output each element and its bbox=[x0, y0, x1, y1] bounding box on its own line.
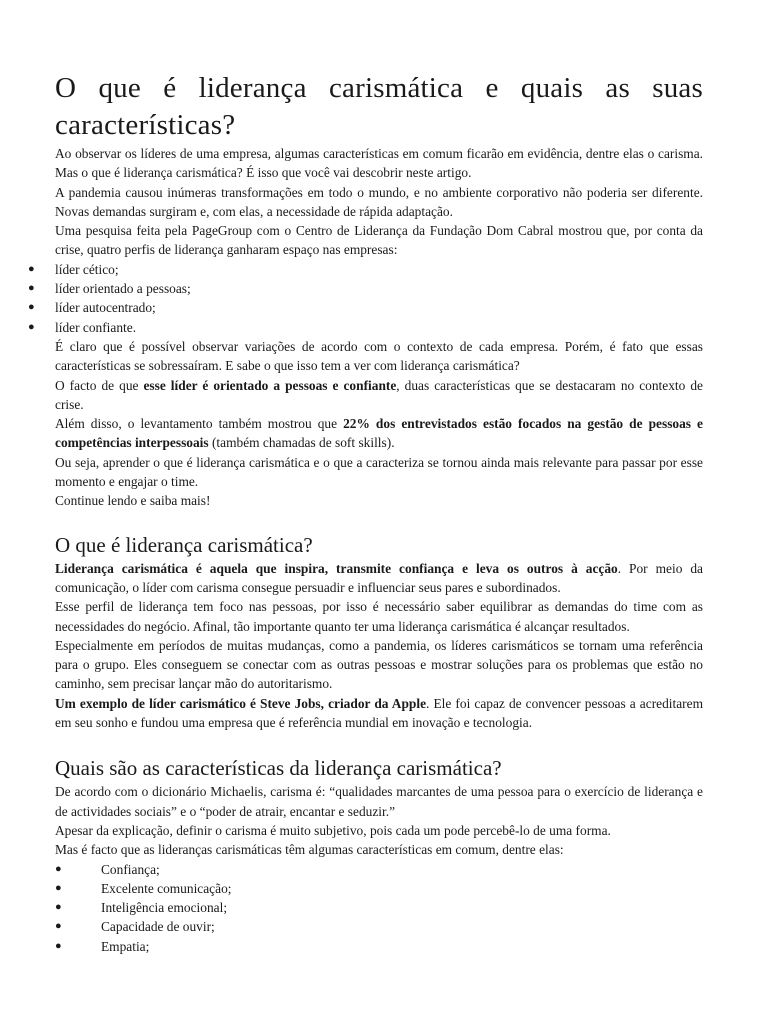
body-paragraph: Liderança carismática é aquela que inspira, transmite confiança e leva os outros à acção. Por meio da comunicação, o líder com carisma consegue persuadir e influenciar seus pares e subordinados. bbox=[55, 560, 703, 595]
article bbox=[28, 0, 703, 956]
intro-paragraph: Ao observar os líderes de uma empresa, algumas características em comum ficarão em evidência, dentre elas o carisma. Mas o que é liderança carismática? É isso que você vai descobrir neste artigo. bbox=[55, 146, 703, 181]
bullet-icon: ● bbox=[28, 320, 35, 333]
bullet-icon: ● bbox=[28, 301, 35, 314]
body-paragraph: O facto de que esse líder é orientado a pessoas e confiante, duas características que se destacaram no contexto de crise. bbox=[55, 377, 703, 412]
list-item: ● líder orientado a pessoas; bbox=[55, 279, 703, 298]
body-paragraph: Continue lendo e saiba mais! bbox=[55, 493, 211, 509]
list-item: ● Confiança; bbox=[55, 860, 703, 879]
body-paragraph: Um exemplo de líder carismático é Steve Jobs, criador da Apple. Ele foi capaz de convencer pessoas a acreditarem em seu sonho e fundou uma empresa que é referência mundial em inovação e tecnologia. bbox=[55, 695, 703, 731]
list-item: ● Excelente comunicação; bbox=[55, 879, 703, 898]
bullet-icon: ● bbox=[55, 901, 62, 914]
list-item: ● líder cético; bbox=[55, 260, 703, 279]
body-paragraph: Esse perfil de liderança tem foco nas pessoas, por isso é necessário saber equilibrar as demandas do time com as necessidades do negócio. Afinal, tão importante quanto ter uma liderança carismática é alcançar resultados. bbox=[55, 599, 703, 634]
body-paragraph: É claro que é possível observar variações de acordo com o contexto de cada empresa. Porém, é fato que essas características se sobressaíram. E sabe o que isso tem a ver com liderança carismática? bbox=[55, 338, 703, 374]
bullet-icon: ● bbox=[55, 862, 62, 875]
bullet-icon: ● bbox=[55, 881, 62, 894]
leadership-profiles-list bbox=[28, 260, 703, 337]
list-item: ● Empatia; bbox=[55, 937, 703, 956]
list-item: ● líder confiante. bbox=[55, 318, 703, 337]
body-paragraph: Ou seja, aprender o que é liderança carismática e o que a caracteriza se tornou ainda mais relevante para passar por esse momento e engajar o time. bbox=[55, 454, 703, 490]
body-paragraph: Apesar da explicação, definir o carisma é muito subjetivo, pois cada um pode percebê-lo de uma forma. bbox=[55, 822, 611, 838]
body-paragraph: De acordo com o dicionário Michaelis, carisma é: “qualidades marcantes de uma pessoa para o exercício de liderança e de actividades sociais” e o “poder de atrair, encantar e seduzir.” bbox=[55, 784, 703, 819]
body-paragraph: Mas é facto que as lideranças carismáticas têm algumas características em comum, dentre elas: bbox=[55, 842, 564, 858]
bullet-icon: ● bbox=[55, 939, 62, 952]
list-item: ● líder autocentrado; bbox=[55, 298, 703, 317]
list-item: ● Capacidade de ouvir; bbox=[55, 917, 703, 936]
section-heading: Quais são as características da liderança carismática? bbox=[55, 756, 502, 781]
bullet-icon: ● bbox=[55, 920, 62, 933]
bullet-icon: ● bbox=[28, 282, 35, 295]
list-item: ● Inteligência emocional; bbox=[55, 898, 703, 917]
body-paragraph: Além disso, o levantamento também mostrou que 22% dos entrevistados estão focados na gestão de pessoas e competências interpessoais (também chamadas de soft skills). bbox=[55, 416, 703, 451]
body-paragraph: Especialmente em períodos de muitas mudanças, como a pandemia, os líderes carismáticos se tornam uma referência para o grupo. Eles conseguem se conectar com as outras pessoas e mostrar soluções para os problemas que estão no caminho, sem precisar lançar mão do autoritarismo. bbox=[55, 637, 703, 692]
intro-paragraph: Uma pesquisa feita pela PageGroup com o Centro de Liderança da Fundação Dom Cabral mostrou que, por conta da crise, quatro perfis de liderança ganharam espaço nas empresas: bbox=[55, 223, 703, 258]
section-heading: O que é liderança carismática? bbox=[55, 532, 313, 557]
article-title: O que é liderança carismática e quais as suas características? bbox=[55, 72, 703, 141]
characteristics-list bbox=[55, 860, 703, 956]
bullet-icon: ● bbox=[28, 262, 35, 275]
intro-paragraph: A pandemia causou inúmeras transformações em todo o mundo, e no ambiente corporativo não poderia ser diferente. Novas demandas surgiram e, com elas, a necessidade de rápida adaptação. bbox=[55, 184, 703, 219]
